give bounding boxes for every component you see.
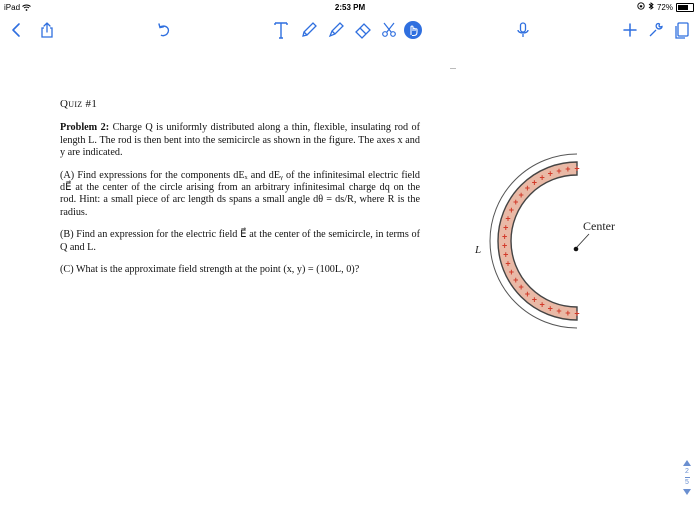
part-b: (B) Find an expression for the electric field E⃗ at the center of the semicircle, in terms of Q and L. bbox=[60, 229, 420, 253]
plus-charge-sign: + bbox=[539, 172, 545, 183]
chevron-left-icon bbox=[7, 20, 27, 40]
part-a: (A) Find expressions for the components dEₓ and dEᵧ of the infinitesimal electric field dE⃗ at the center of the circle arising from an arbitrary infinitesimal charge dq on the rod. Hint: a small piece of arc length ds spans a small angle dθ = ds/R, where R is the radius. bbox=[60, 169, 420, 218]
center-point bbox=[574, 247, 579, 252]
center-label: Center bbox=[583, 219, 615, 233]
plus-charge-sign: + bbox=[518, 189, 524, 200]
plus-charge-sign: + bbox=[531, 294, 538, 305]
eraser-icon bbox=[353, 20, 373, 40]
pen-tool-button[interactable] bbox=[298, 19, 320, 41]
plus-charge-sign: + bbox=[524, 288, 531, 299]
bluetooth-icon bbox=[648, 2, 654, 12]
page-down-icon[interactable] bbox=[683, 489, 691, 495]
plus-charge-sign: + bbox=[556, 165, 562, 176]
back-button[interactable] bbox=[6, 19, 28, 41]
plus-icon bbox=[620, 20, 640, 40]
center-pointer-line bbox=[577, 234, 589, 247]
highlighter-icon bbox=[326, 20, 346, 40]
page-separator bbox=[450, 68, 456, 69]
problem-statement bbox=[60, 122, 420, 159]
plus-charge-sign: + bbox=[565, 307, 571, 318]
total-pages: 5 bbox=[685, 479, 689, 486]
plus-charge-sign: + bbox=[513, 274, 519, 285]
battery-icon bbox=[676, 3, 694, 12]
pages-button[interactable] bbox=[671, 19, 693, 41]
plus-charge-sign: + bbox=[574, 308, 580, 319]
share-button[interactable] bbox=[36, 19, 58, 41]
settings-button[interactable] bbox=[645, 19, 667, 41]
plus-charge-sign: + bbox=[531, 177, 538, 188]
document-content bbox=[60, 98, 420, 286]
charge-plus-signs bbox=[502, 164, 580, 319]
plus-charge-sign: + bbox=[565, 164, 571, 175]
battery-percent: 72% bbox=[656, 2, 673, 12]
length-label: L bbox=[475, 244, 482, 256]
lasso-tool-button[interactable] bbox=[378, 19, 400, 41]
plus-charge-sign: + bbox=[503, 249, 509, 260]
wrench-icon bbox=[646, 20, 666, 40]
plus-charge-sign: + bbox=[501, 240, 508, 251]
hand-tool-button[interactable] bbox=[402, 19, 424, 41]
highlighter-tool-button[interactable] bbox=[325, 19, 347, 41]
scissors-icon bbox=[379, 20, 399, 40]
quiz-title: Quiz #1 bbox=[60, 98, 98, 110]
plus-charge-sign: + bbox=[547, 303, 553, 314]
pages-icon bbox=[672, 20, 692, 40]
plus-charge-sign: + bbox=[513, 197, 519, 208]
plus-charge-sign: + bbox=[508, 266, 515, 277]
eraser-tool-button[interactable] bbox=[352, 19, 374, 41]
problem-text: Charge Q is uniformly distributed along a thin, flexible, insulating rod of length L. The rod is then bent into the semicircle as shown in the figure. The axes x and y are indicated. bbox=[60, 122, 420, 159]
rotation-lock-icon bbox=[637, 2, 645, 12]
add-button[interactable] bbox=[619, 19, 641, 41]
plus-charge-sign: + bbox=[508, 205, 515, 216]
battery-level bbox=[678, 5, 688, 10]
plus-charge-sign: + bbox=[556, 306, 562, 317]
status-right bbox=[637, 2, 694, 12]
plus-charge-sign: + bbox=[539, 299, 545, 310]
status-bar bbox=[0, 0, 700, 15]
plus-charge-sign: + bbox=[547, 168, 553, 179]
toolbar bbox=[0, 15, 700, 45]
plus-charge-sign: + bbox=[574, 163, 580, 174]
semicircle-diagram bbox=[465, 150, 645, 340]
undo-button[interactable] bbox=[153, 19, 175, 41]
device-label: iPad bbox=[4, 3, 21, 12]
plus-charge-sign: + bbox=[503, 222, 509, 233]
pen-icon bbox=[299, 20, 319, 40]
microphone-icon bbox=[513, 20, 533, 40]
current-page: 2 bbox=[685, 468, 689, 475]
plus-charge-sign: + bbox=[505, 258, 511, 269]
plus-charge-sign: + bbox=[524, 183, 531, 194]
text-tool-button[interactable] bbox=[270, 19, 292, 41]
part-c: (C) What is the approximate field strength at the point (x, y) = (100L, 0)? bbox=[60, 264, 360, 276]
status-time: 2:53 PM bbox=[334, 3, 366, 12]
page-divider bbox=[685, 477, 690, 478]
plus-charge-sign: + bbox=[505, 213, 511, 224]
undo-icon bbox=[154, 20, 174, 40]
share-icon bbox=[37, 20, 57, 40]
problem-label: Problem 2: bbox=[60, 122, 110, 134]
plus-charge-sign: + bbox=[518, 282, 524, 293]
semicircle-figure bbox=[465, 150, 645, 340]
page-up-icon[interactable] bbox=[683, 460, 691, 466]
hand-pointer-icon bbox=[403, 20, 423, 40]
page-navigator[interactable] bbox=[680, 460, 694, 512]
microphone-button[interactable] bbox=[512, 19, 534, 41]
text-tool-icon bbox=[271, 20, 291, 40]
plus-charge-sign: + bbox=[501, 231, 508, 242]
